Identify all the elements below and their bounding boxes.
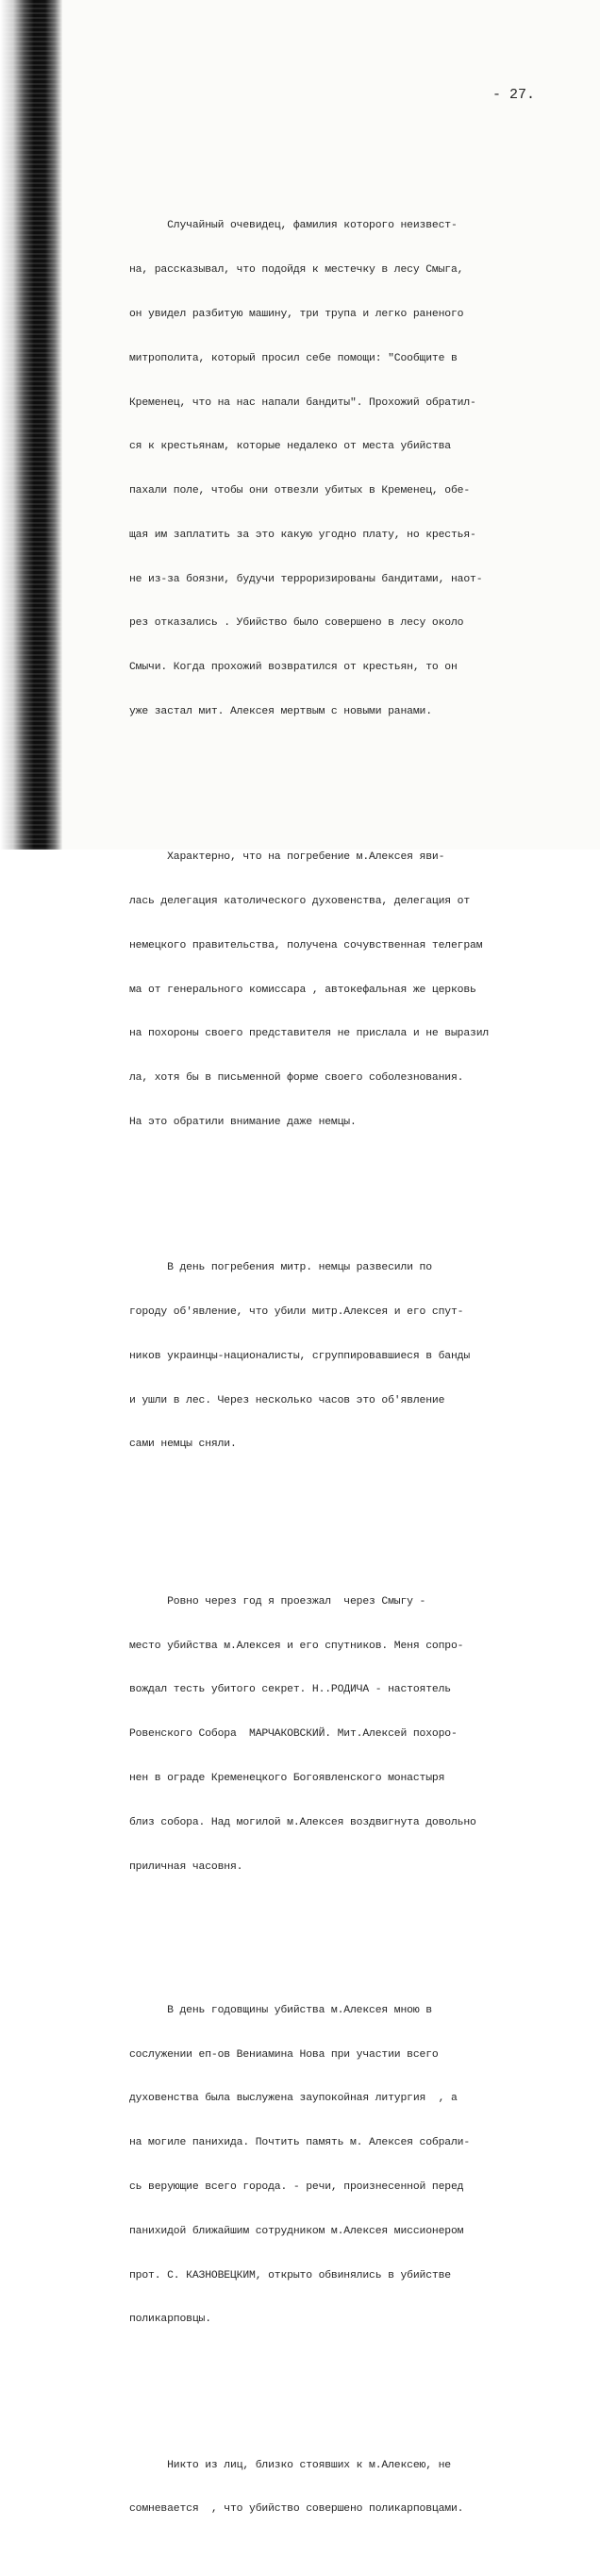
text-line: уже застал мит. Алексея мертвым с новыми ранами. [129, 705, 432, 717]
text-line: В день годовщины убийства м.Алексея мною в [129, 2004, 432, 2016]
text-line: немецкого правительства, получена сочувственная телеграм [129, 939, 483, 951]
text-line: рез отказались . Убийство было совершено в лесу около [129, 617, 464, 630]
text-line: на, рассказывал, что подойдя к местечку в лесу Смыга, [129, 264, 464, 277]
text-line: пахали поле, чтобы они отвезли убитых в Кременец, обе- [129, 485, 471, 497]
text-line: сами немцы сняли. [129, 1439, 237, 1451]
text-line: ма от генерального комиссара , автокефальная же церковь [129, 984, 476, 996]
page-number: - 27. [492, 87, 536, 103]
paragraph-6 [129, 2429, 597, 2547]
text-line: не из-за боязни, будучи терроризированы бандитами, наот- [129, 573, 483, 585]
text-line: прот. С. КАЗНОВЕЦКИМ, открыто обвинялись в убийстве [129, 2269, 451, 2281]
scan-edge-shadow [0, 0, 62, 850]
text-line: Характерно, что на погребение м.Алексея яви- [129, 851, 445, 864]
paragraph-5 [129, 1975, 597, 2357]
text-line: место убийства м.Алексея и его спутников. Меня сопро- [129, 1640, 464, 1652]
text-line: нен в ограде Кременецкого Богоявленского монастыря [129, 1772, 445, 1784]
text-line: На это обратили внимание даже немцы. [129, 1117, 357, 1128]
text-line: духовенства была выслужена заупокойная литургия , а [129, 2093, 458, 2105]
paragraph-2 [129, 821, 597, 1160]
text-line: и ушли в лес. Через несколько часов это об'явление [129, 1394, 445, 1406]
text-line: ся к крестьянам, которые недалеко от места убийства [129, 441, 451, 453]
paragraph-3 [129, 1232, 597, 1482]
text-line: лась делегация католического духовенства, делегация от [129, 896, 471, 908]
text-line: Никто из лиц, близко стоявших к м.Алексею, не [129, 2459, 451, 2471]
text-line: Ровно через год я проезжал через Смыгу - [129, 1595, 426, 1608]
text-line: Ровенского Собора МАРЧАКОВСКИЙ. Мит.Алексей похоро- [129, 1728, 458, 1741]
text-line: городу об'явление, что убили митр.Алексея и его спут- [129, 1306, 464, 1319]
text-line: сомневается , что убийство совершено поликарповцами. [129, 2503, 464, 2516]
text-line: приличная часовня. [129, 1860, 243, 1873]
text-line: Кременец, что на нас напали бандиты". Прохожий обратил- [129, 396, 476, 409]
text-line: вождал тесть убитого секрет. Н..РОДИЧА - настоятель [129, 1684, 451, 1696]
text-line: Случайный очевидец, фамилия которого неизвест- [129, 220, 458, 232]
text-line: Смычи. Когда прохожий возвратился от крестьян, то он [129, 662, 458, 674]
text-line: ла, хотя бы в письменной форме своего соболезнования. [129, 1072, 464, 1085]
text-line: на могиле панихида. Почтить память м. Алексея собрали- [129, 2137, 471, 2149]
paragraph-4 [129, 1566, 597, 1905]
body-text [129, 160, 597, 2576]
text-line: ников украинцы-националисты, сгруппировавшиеся в банды [129, 1350, 471, 1362]
text-line: панихидой ближайшим сотрудником м.Алексея миссионером [129, 2225, 464, 2237]
paragraph-1 [129, 190, 597, 749]
text-line: он увидел разбитую машину, три трупа и легко раненого [129, 308, 464, 320]
text-line: поликарповцы. [129, 2314, 211, 2326]
text-line: сь верующие всего города. - речи, произнесенной перед [129, 2180, 464, 2193]
text-line: близ собора. Над могилой м.Алексея воздвигнута довольно [129, 1816, 476, 1828]
text-line: митрополита, который просил себе помощи: "Сообщите в [129, 352, 458, 364]
text-line: сослужении еп-ов Вениамина Нова при участии всего [129, 2048, 439, 2061]
text-line: щая им заплатить за это какую угодно плату, но крестья- [129, 529, 476, 541]
text-line: В день погребения митр. немцы развесили по [129, 1262, 432, 1274]
text-line: на похороны своего представителя не прислала и не выразил [129, 1028, 490, 1040]
